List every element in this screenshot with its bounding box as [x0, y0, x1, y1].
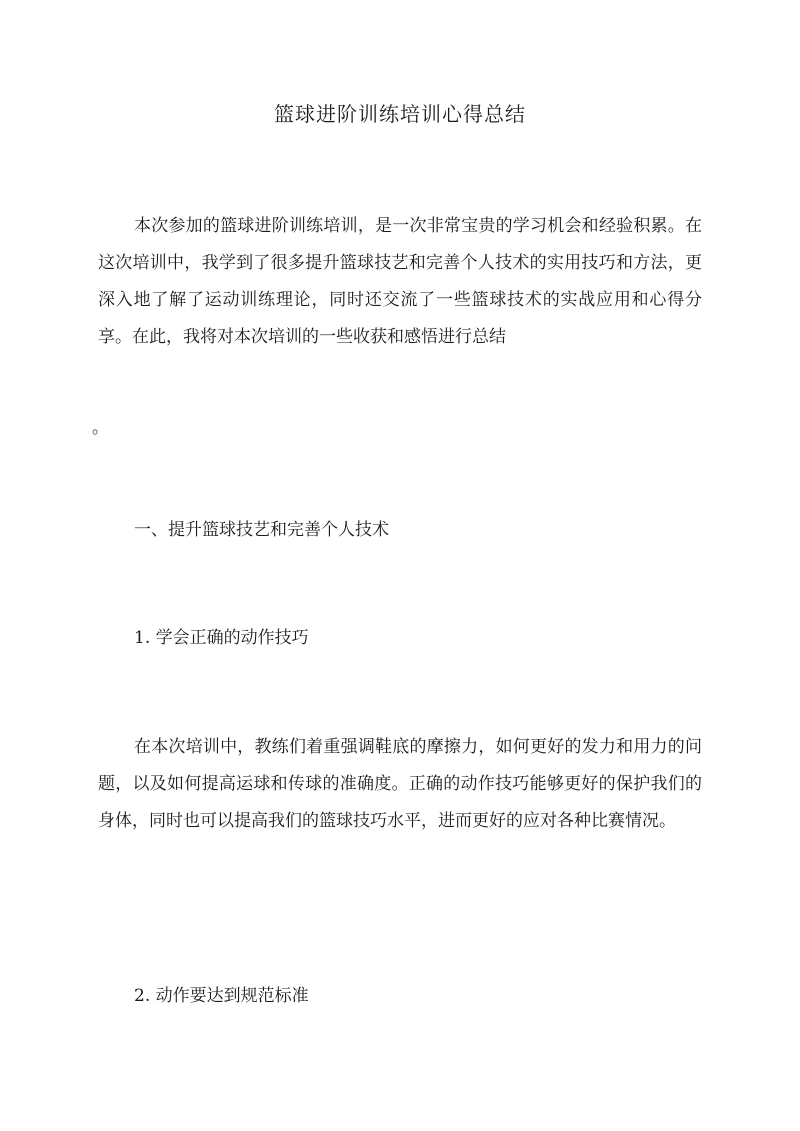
- intro-paragraph: 本次参加的篮球进阶训练培训，是一次非常宝贵的学习机会和经验积累。在这次培训中，我学到了很多提升篮球技艺和完善个人技术的实用技巧和方法，更深入地了解了运动训练理论，同时还交流了一些篮球技术的实战应用和心得分享。在此，我将对本次培训的一些收获和感悟进行总结: [98, 216, 702, 347]
- document-title: 篮球进阶训练培训心得总结: [274, 102, 526, 126]
- subsection-1-heading: 1. 学会正确的动作技巧: [134, 628, 309, 648]
- subsection-1-paragraph: 在本次培训中，教练们着重强调鞋底的摩擦力，如何更好的发力和用力的问题，以及如何提高运球和传球的准确度。正确的动作技巧能够更好的保护我们的身体，同时也可以提高我们的篮球技巧水平，进而更好的应对各种比赛情况。: [98, 737, 702, 831]
- section-1-heading: 一、提升篮球技艺和完善个人技术: [134, 520, 389, 540]
- subsection-2-heading: 2. 动作要达到规范标准: [134, 986, 309, 1006]
- intro-paragraph-tail: 。: [92, 418, 109, 438]
